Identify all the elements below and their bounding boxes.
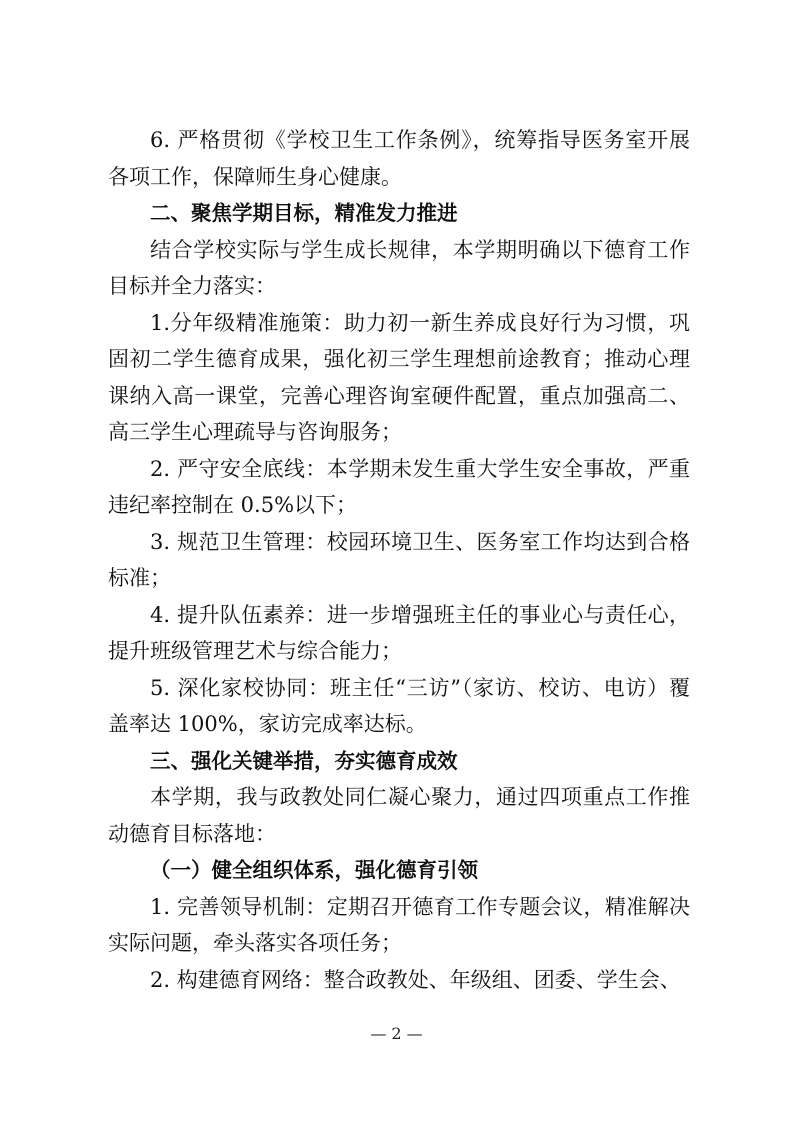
section-heading-2: 二、聚焦学期目标，精准发力推进 — [150, 201, 458, 225]
paragraph-goal-2: 2. 严守安全底线：本学期未发生重大学生安全事故，严重违纪率控制在 0.5%以下； — [108, 456, 690, 517]
paragraph-goal-1: 1.分年级精准施策：助力初一新生养成良好行为习惯，巩固初二学生德育成果，强化初三学生理想前途教育；推动心理课纳入高一课堂，完善心理咨询室硬件配置，重点加强高二、高三学生心理疏导与咨询服务； — [108, 310, 690, 444]
paragraph-goal-5: 5. 深化家校协同：班主任“三访”（家访、校访、电访）覆盖率达 100%，家访完成率达标。 — [108, 675, 690, 736]
paragraph-measure-2: 2. 构建德育网络：整合政教处、年级组、团委、学生会、 — [150, 967, 681, 992]
page-number: — 2 — — [370, 1024, 423, 1043]
section-heading-3: 三、强化关键举措，夯实德育成效 — [150, 748, 458, 773]
paragraph-goal-4: 4. 提升队伍素养：进一步增强班主任的事业心与责任心，提升班级管理艺术与综合能力； — [108, 602, 690, 663]
paragraph-goals-intro: 结合学校实际与学生成长规律，本学期明确以下德育工作目标并全力落实： — [108, 237, 690, 298]
paragraph-item-6: 6. 严格贯彻《学校卫生工作条例》，统筹指导医务室开展各项工作，保障师生身心健康。 — [108, 128, 690, 189]
document-body — [108, 122, 690, 998]
paragraph-measures-intro: 本学期，我与政教处同仁凝心聚力，通过四项重点工作推动德育目标落地： — [108, 785, 690, 846]
paragraph-goal-3: 3. 规范卫生管理：校园环境卫生、医务室工作均达到合格标准； — [108, 529, 690, 590]
subsection-heading-1: （一）健全组织体系，强化德育引领 — [150, 858, 478, 882]
paragraph-measure-1: 1. 完善领导机制：定期召开德育工作专题会议，精准解决实际问题，牵头落实各项任务； — [108, 894, 690, 955]
